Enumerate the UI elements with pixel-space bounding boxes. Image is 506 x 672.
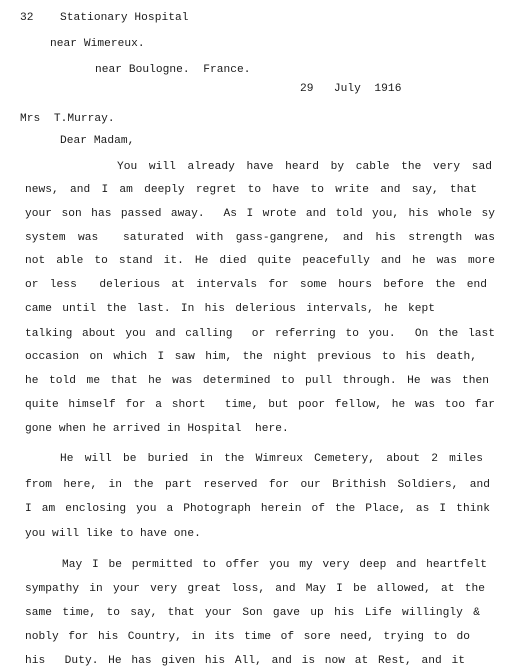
body-line: news, and I am deeply regret to have to write and say, that <box>25 184 477 196</box>
body-line: system was saturated with gass-gangrene, and his strength was <box>25 232 495 244</box>
body-line: or less delerious at intervals for some hours before the end <box>25 279 487 291</box>
body-line: nobly for his Country, in its time of sore need, trying to do <box>25 631 470 643</box>
body-line: he told me that he was determined to pull through. He was then <box>25 375 489 387</box>
body-line: You will already have heard by cable the very sad <box>117 161 492 173</box>
body-line: not able to stand it. He died quite peacefully and he was more <box>25 255 495 267</box>
body-line: I am enclosing you a Photograph herein of the Place, as I think <box>25 503 490 515</box>
body-line: you will like to have one. <box>25 528 201 540</box>
body-line: same time, to say, that your Son gave up his Life willingly & <box>25 607 480 619</box>
location-line-1: near Wimereux. <box>50 38 145 50</box>
body-line: your son has passed away. As I wrote and told you, his whole sy <box>25 208 495 220</box>
body-line: quite himself for a short time, but poor fellow, he was too far <box>25 399 495 411</box>
letter-date: 29 July 1916 <box>300 83 402 95</box>
body-line: his Duty. He has given his All, and is now at Rest, and it <box>25 655 465 667</box>
hospital-name: Stationary Hospital <box>60 12 189 24</box>
salutation: Dear Madam, <box>60 135 135 147</box>
hospital-number: 32 <box>20 12 34 24</box>
body-line: occasion on which I saw him, the night previous to his death, <box>25 351 477 363</box>
body-line: talking about you and calling or referring to you. On the last <box>25 328 495 340</box>
body-line: sympathy in your very great loss, and May I be allowed, at the <box>25 583 485 595</box>
location-line-2: near Boulogne. France. <box>95 64 251 76</box>
body-line: May I be permitted to offer you my very deep and heartfelt <box>62 559 487 571</box>
body-line: He will be buried in the Wimreux Cemetery, about 2 miles <box>60 453 483 465</box>
body-line: gone when he arrived in Hospital here. <box>25 423 289 435</box>
body-line: came until the last. In his delerious intervals, he kept <box>25 303 435 315</box>
recipient-name: Mrs T.Murray. <box>20 113 115 125</box>
body-line: from here, in the part reserved for our Brithish Soldiers, and <box>25 479 490 491</box>
